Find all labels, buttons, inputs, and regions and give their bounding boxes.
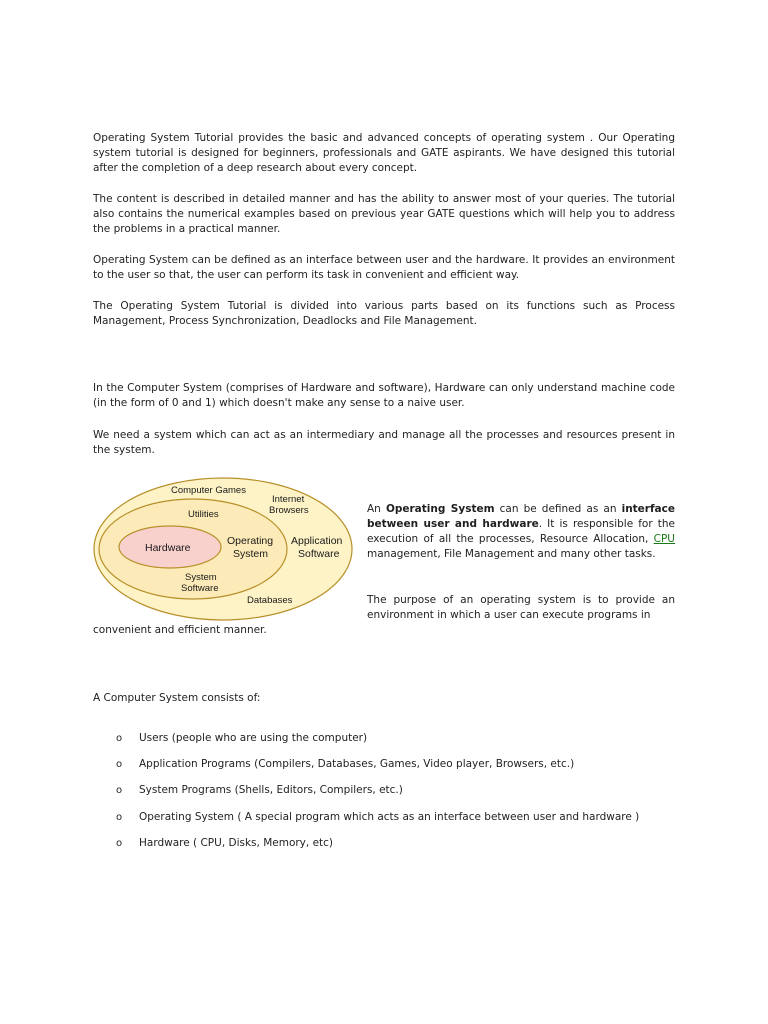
bullet-icon: o	[116, 759, 123, 770]
label-system-software: Software	[181, 583, 219, 594]
consists-heading: A Computer System consists of:	[93, 692, 261, 704]
intermediary-paragraph: We need a system which can act as an intermediary and manage all the processes and resources present in the system.	[93, 429, 675, 456]
bullet-icon: o	[116, 785, 123, 796]
bold-interface: interface between user and hardware	[367, 503, 675, 530]
list-item-text: System Programs (Shells, Editors, Compilers, etc.)	[139, 784, 403, 796]
label-utilities: Utilities	[188, 509, 219, 520]
side-pre-text: An	[367, 503, 386, 515]
side-after-text: . It is responsible for the execution of all the processes, Resource Allocation,	[367, 518, 675, 545]
os-layers-diagram	[93, 476, 355, 622]
label-databases: Databases	[247, 595, 293, 606]
label-operating-system: System	[233, 548, 269, 560]
os-definition-text	[367, 502, 675, 562]
label-internet: Internet	[272, 494, 305, 505]
label-hardware: Hardware	[145, 542, 191, 554]
os-layers-svg	[93, 476, 355, 622]
computer-system-paragraph: In the Computer System (comprises of Hardware and software), Hardware can only understand machine code (in the form of 0 and 1) which doesn't make any sense to a naive user.	[93, 382, 675, 409]
side-mid-text: can be defined as an	[494, 503, 622, 515]
bold-operating-system: Operating System	[385, 503, 495, 515]
side-end-text: management, File Management and many other tasks.	[367, 548, 656, 560]
bullet-icon: o	[116, 838, 123, 849]
parts-paragraph: The Operating System Tutorial is divided into various parts based on its functions such as Process Management, Process Synchronization, Deadlocks and File Management.	[93, 300, 675, 327]
label-computer-games: Computer Games	[171, 485, 246, 496]
label-application: Application	[291, 535, 343, 547]
list-item-text: Application Programs (Compilers, Databases, Games, Video player, Browsers, etc.)	[139, 758, 575, 770]
intro-paragraph: Operating System Tutorial provides the basic and advanced concepts of operating system . Our Operating system tutorial is designed for beginners, professionals and GATE aspirants. We have designed this tutorial after the completion of a deep research about every concept.	[93, 132, 675, 174]
bullet-icon: o	[116, 733, 123, 744]
cpu-link[interactable]: CPU	[653, 533, 675, 545]
label-operating: Operating	[227, 535, 274, 547]
os-purpose-tail-text: convenient and efficient manner.	[93, 624, 267, 636]
list-item-text: Operating System ( A special program which acts as an interface between user and hardware )	[139, 811, 640, 823]
list-item-text: Hardware ( CPU, Disks, Memory, etc)	[139, 837, 334, 849]
definition-paragraph: Operating System can be defined as an interface between user and the hardware. It provides an environment to the user so that, the user can perform its task in convenient and efficient way.	[93, 254, 675, 281]
label-system: System	[185, 572, 217, 583]
os-purpose-text: The purpose of an operating system is to provide an environment in which a user can execute programs in	[367, 594, 675, 621]
label-application-software: Software	[298, 548, 340, 560]
label-browsers: Browsers	[269, 505, 309, 516]
content-paragraph: The content is described in detailed manner and has the ability to answer most of your queries. The tutorial also contains the numerical examples based on previous year GATE questions which will help you to address the problems in a practical manner.	[93, 193, 675, 235]
list-item-text: Users (people who are using the computer)	[139, 732, 368, 744]
bullet-icon: o	[116, 812, 123, 823]
